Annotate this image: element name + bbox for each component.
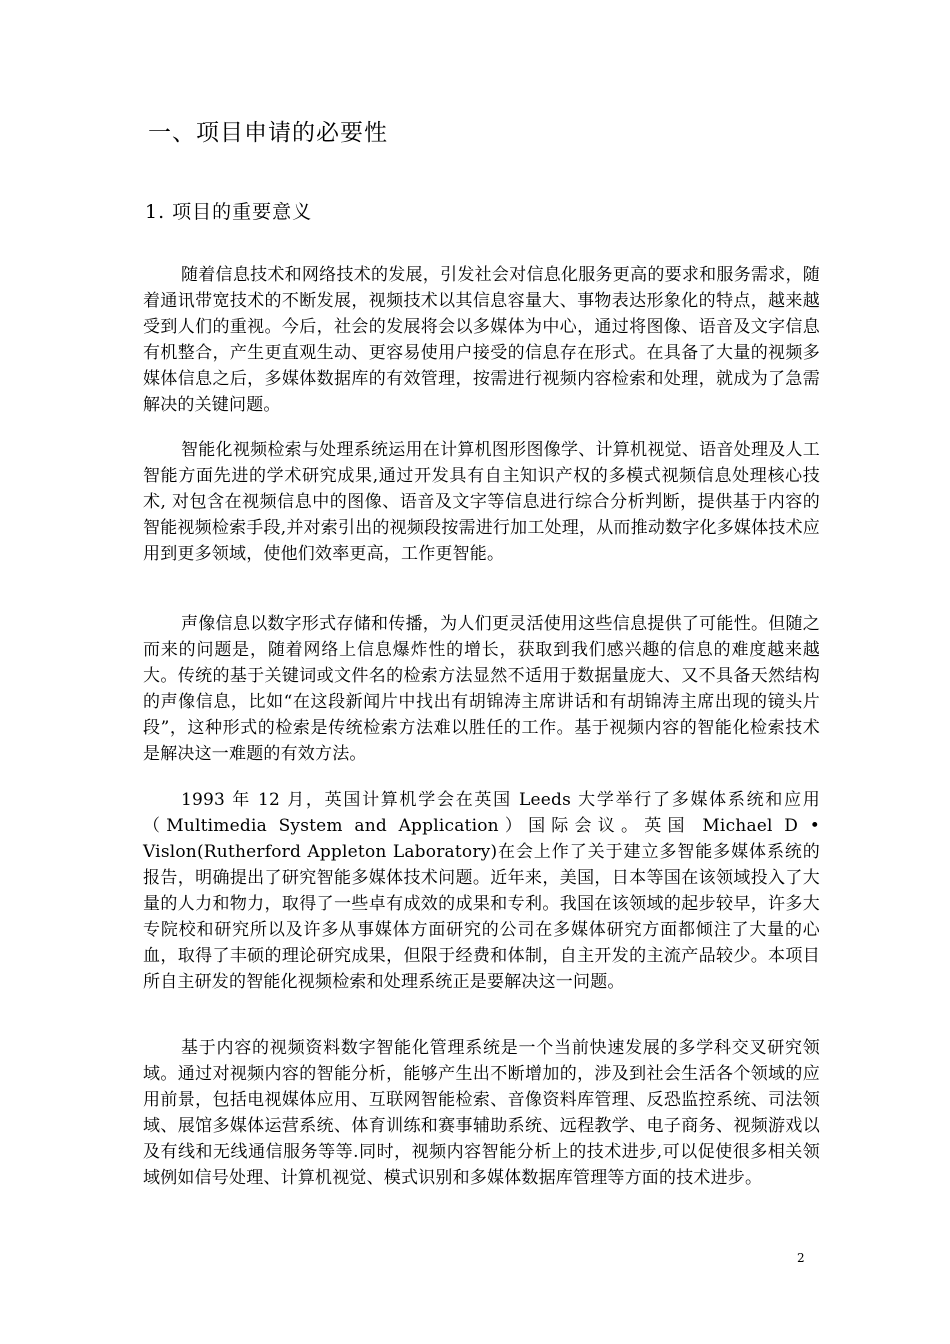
section-title: 一、项目申请的必要性 xyxy=(148,120,388,146)
body-paragraph-5: 基于内容的视频资料数字智能化管理系统是一个当前快速发展的多学科交叉研究领域。通过对视频内容的智能分析，能够产生出不断增加的，涉及到社会生活各个领域的应用前景，包括电视媒体应用、互联网智能检索、音像资料库管理、反恐监控系统、司法领域、展馆多媒体运营系统、体育训练和赛事辅助系统、远程教学、电子商务、视频游戏以及有线和无线通信服务等等.同时，视频内容智能分析上的技术进步,可以促使很多相关领域例如信号处理、计算机视觉、模式识别和多媒体数据库管理等方面的技术进步。 xyxy=(143,1038,820,1188)
page-number: 2 xyxy=(797,1251,805,1265)
subsection-title: 1. 项目的重要意义 xyxy=(145,201,313,223)
body-paragraph-4: 1993 年 12 月，英国计算机学会在英国 Leeds 大学举行了多媒体系统和应用（Multimedia System and Application）国际会议。英国 Michael D • Vislon(Rutherford Appleton Laboratory)在会上作了关于建立多智能多媒体系统的报告，明确提出了研究智能多媒体技术问题。近年来，美国，日本等国在该领域投入了大量的人力和物力，取得了一些卓有成效的成果和专利。我国在该领域的起步较早，许多大专院校和研究所以及许多从事媒体方面研究的公司在多媒体研究方面都倾注了大量的心血，取得了丰硕的理论研究成果，但限于经费和体制，自主开发的主流产品较少。本项目所自主研发的智能化视频检索和处理系统正是要解决这一问题。 xyxy=(143,790,820,992)
body-paragraph-3: 声像信息以数字形式存储和传播，为人们更灵活使用这些信息提供了可能性。但随之而来的问题是，随着网络上信息爆炸性的增长，获取到我们感兴趣的信息的难度越来越大。传统的基于关键词或文件名的检索方法显然不适用于数据量庞大、又不具备天然结构的声像信息，比如“在这段新闻片中找出有胡锦涛主席讲话和有胡锦涛主席出现的镜头片段”，这种形式的检索是传统检索方法难以胜任的工作。基于视频内容的智能化检索技术是解决这一难题的有效方法。 xyxy=(143,614,820,764)
body-paragraph-2: 智能化视频检索与处理系统运用在计算机图形图像学、计算机视觉、语音处理及人工智能方面先进的学术研究成果,通过开发具有自主知识产权的多模式视频信息处理核心技术, 对包含在视频信息中的图像、语音及文字等信息进行综合分析判断，提供基于内容的智能视频检索手段,并对索引出的视频段按需进行加工处理，从而推动数字化多媒体技术应用到更多领域，使他们效率更高，工作更智能。 xyxy=(143,440,820,564)
body-paragraph-1: 随着信息技术和网络技术的发展，引发社会对信息化服务更高的要求和服务需求，随着通讯带宽技术的不断发展，视频技术以其信息容量大、事物表达形象化的特点，越来越受到人们的重视。今后，社会的发展将会以多媒体为中心，通过将图像、语音及文字信息有机整合，产生更直观生动、更容易使用户接受的信息存在形式。在具备了大量的视频多媒体信息之后，多媒体数据库的有效管理，按需进行视频内容检索和处理，就成为了急需解决的关键问题。 xyxy=(143,265,820,415)
